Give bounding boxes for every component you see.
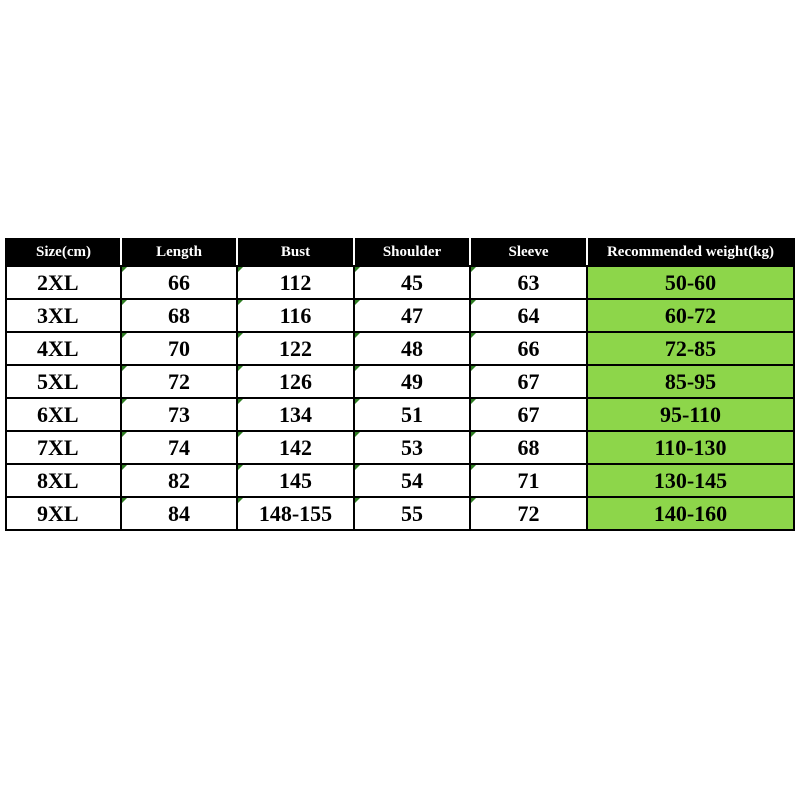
size-cell: 5XL bbox=[6, 365, 121, 398]
header-row bbox=[6, 239, 794, 266]
length-cell: 84 bbox=[121, 497, 237, 530]
sleeve-cell: 72 bbox=[470, 497, 587, 530]
header-recommended-weight: Recommended weight(kg) bbox=[587, 239, 794, 266]
size-chart-table bbox=[5, 238, 795, 531]
length-cell: 73 bbox=[121, 398, 237, 431]
shoulder-cell: 51 bbox=[354, 398, 470, 431]
table-row bbox=[6, 299, 794, 332]
table-row bbox=[6, 497, 794, 530]
weight-cell: 130-145 bbox=[587, 464, 794, 497]
sleeve-cell: 63 bbox=[470, 266, 587, 299]
size-cell: 3XL bbox=[6, 299, 121, 332]
weight-cell: 140-160 bbox=[587, 497, 794, 530]
header-shoulder: Shoulder bbox=[354, 239, 470, 266]
sleeve-cell: 67 bbox=[470, 365, 587, 398]
length-cell: 66 bbox=[121, 266, 237, 299]
sleeve-cell: 67 bbox=[470, 398, 587, 431]
weight-cell: 85-95 bbox=[587, 365, 794, 398]
sleeve-cell: 71 bbox=[470, 464, 587, 497]
shoulder-cell: 54 bbox=[354, 464, 470, 497]
bust-cell: 122 bbox=[237, 332, 354, 365]
shoulder-cell: 55 bbox=[354, 497, 470, 530]
bust-cell: 148-155 bbox=[237, 497, 354, 530]
length-cell: 72 bbox=[121, 365, 237, 398]
length-cell: 70 bbox=[121, 332, 237, 365]
sleeve-cell: 64 bbox=[470, 299, 587, 332]
shoulder-cell: 48 bbox=[354, 332, 470, 365]
weight-cell: 95-110 bbox=[587, 398, 794, 431]
header-size: Size(cm) bbox=[6, 239, 121, 266]
header-bust: Bust bbox=[237, 239, 354, 266]
bust-cell: 112 bbox=[237, 266, 354, 299]
bust-cell: 142 bbox=[237, 431, 354, 464]
bust-cell: 126 bbox=[237, 365, 354, 398]
weight-cell: 72-85 bbox=[587, 332, 794, 365]
table-row bbox=[6, 431, 794, 464]
weight-cell: 60-72 bbox=[587, 299, 794, 332]
length-cell: 82 bbox=[121, 464, 237, 497]
sleeve-cell: 66 bbox=[470, 332, 587, 365]
size-cell: 2XL bbox=[6, 266, 121, 299]
size-cell: 8XL bbox=[6, 464, 121, 497]
size-cell: 7XL bbox=[6, 431, 121, 464]
shoulder-cell: 47 bbox=[354, 299, 470, 332]
bust-cell: 145 bbox=[237, 464, 354, 497]
header-sleeve: Sleeve bbox=[470, 239, 587, 266]
bust-cell: 116 bbox=[237, 299, 354, 332]
weight-cell: 110-130 bbox=[587, 431, 794, 464]
length-cell: 74 bbox=[121, 431, 237, 464]
table-row bbox=[6, 464, 794, 497]
weight-cell: 50-60 bbox=[587, 266, 794, 299]
size-cell: 6XL bbox=[6, 398, 121, 431]
bust-cell: 134 bbox=[237, 398, 354, 431]
table-row bbox=[6, 266, 794, 299]
length-cell: 68 bbox=[121, 299, 237, 332]
shoulder-cell: 53 bbox=[354, 431, 470, 464]
header-length: Length bbox=[121, 239, 237, 266]
size-cell: 9XL bbox=[6, 497, 121, 530]
table-row bbox=[6, 332, 794, 365]
size-cell: 4XL bbox=[6, 332, 121, 365]
shoulder-cell: 45 bbox=[354, 266, 470, 299]
table-row bbox=[6, 398, 794, 431]
sleeve-cell: 68 bbox=[470, 431, 587, 464]
table-row bbox=[6, 365, 794, 398]
shoulder-cell: 49 bbox=[354, 365, 470, 398]
